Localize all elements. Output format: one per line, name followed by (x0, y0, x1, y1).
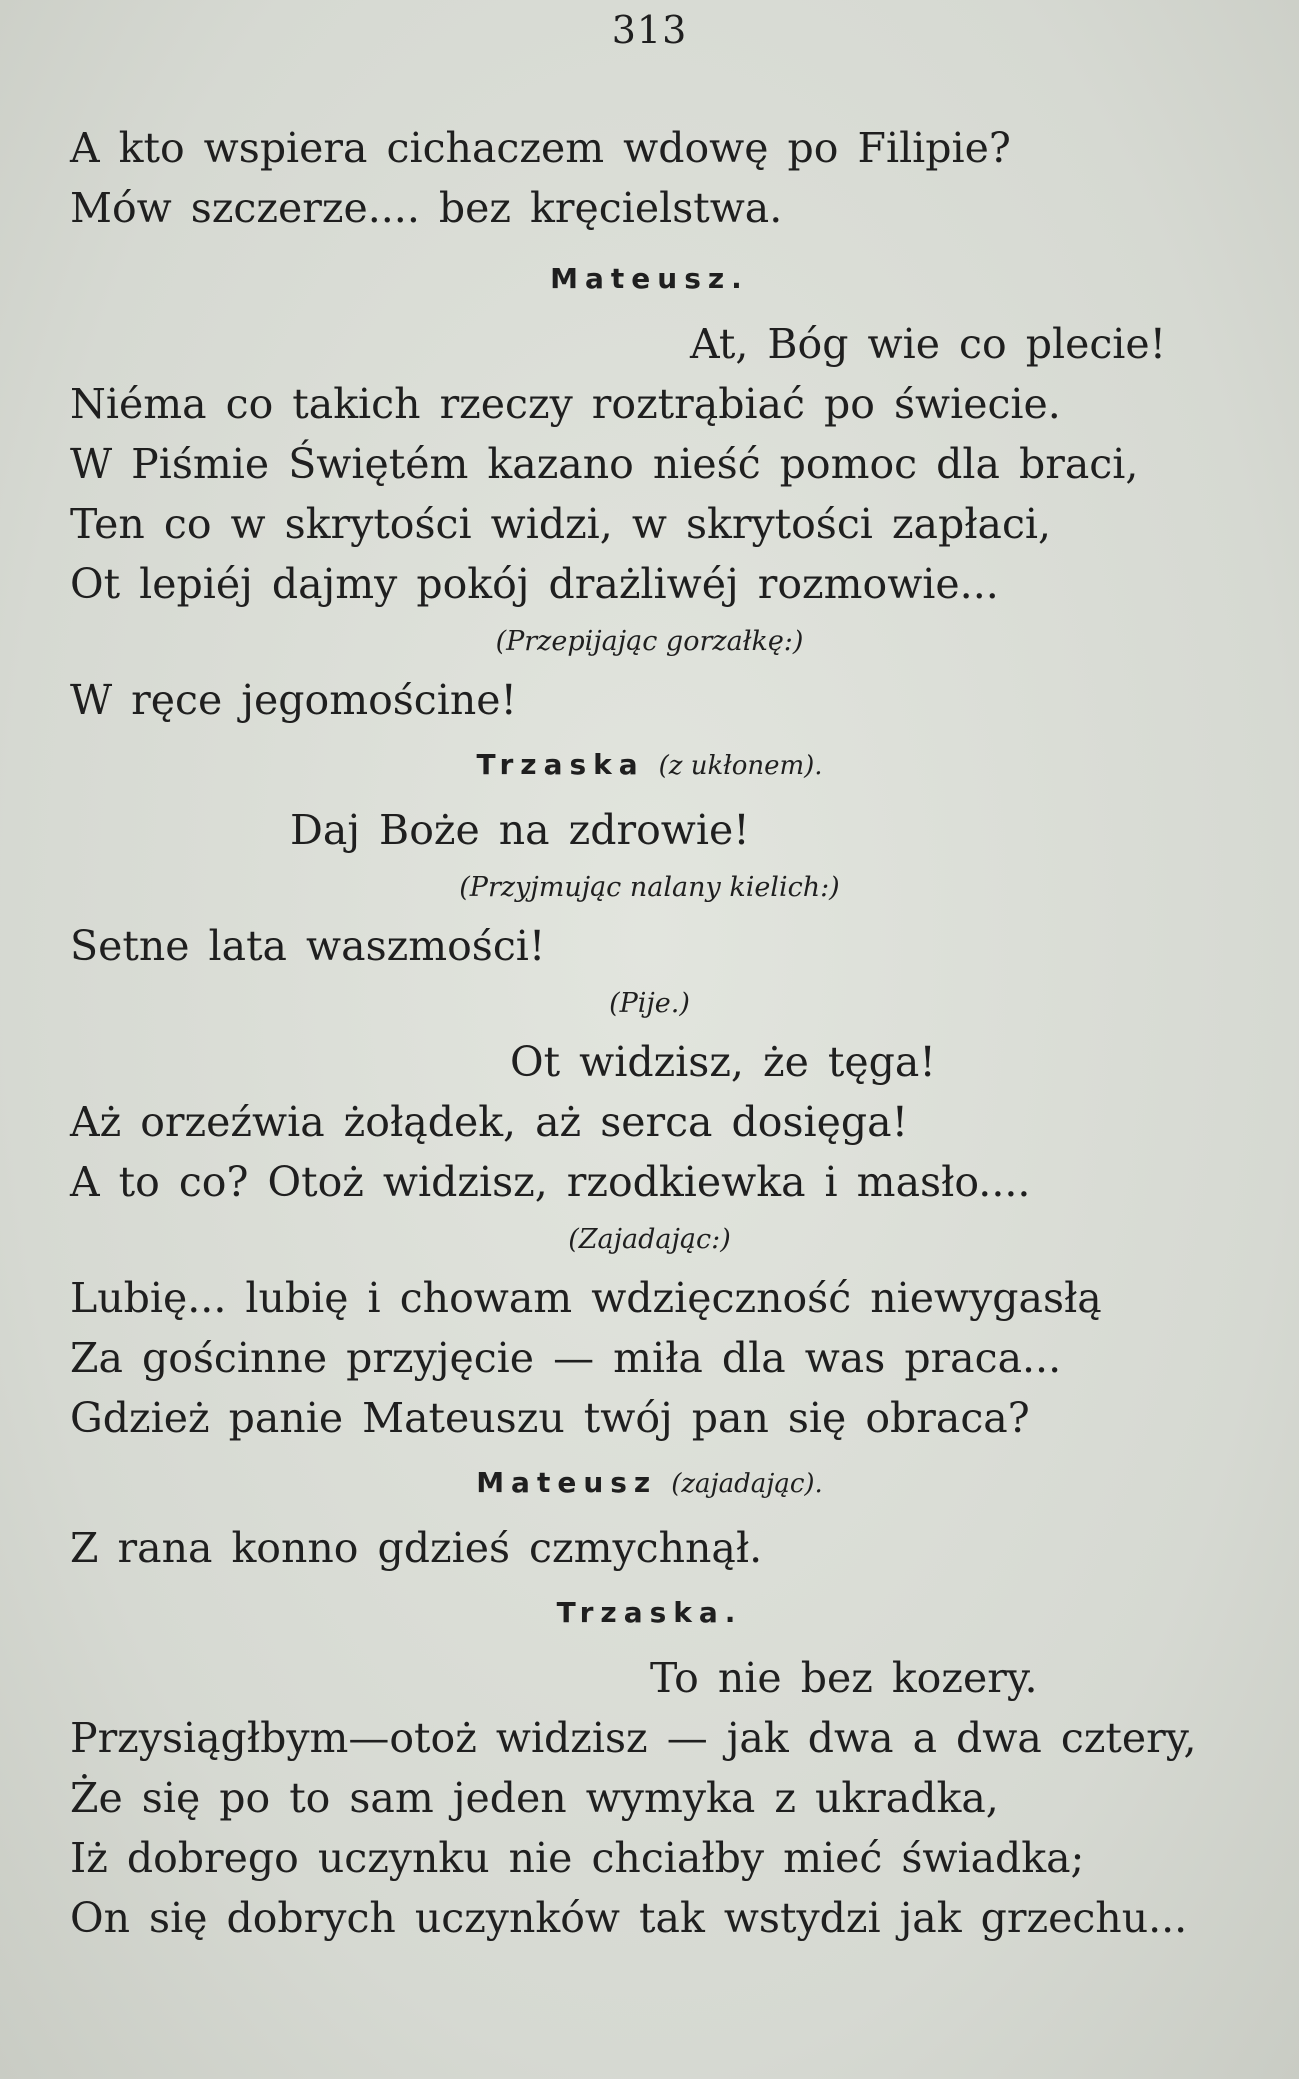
verse-line: W Piśmie Świętém kazano nieść pomoc dla braci, (70, 440, 1139, 488)
verse-line: Przysiągłbym—otoż widzisz — jak dwa a dwa cztery, (70, 1714, 1197, 1762)
speaker-label: Trzaska (476, 748, 645, 781)
verse-line: A kto wspiera cichaczem wdowę po Filipie? (70, 124, 1011, 172)
verse-line: Setne lata waszmości! (70, 922, 546, 970)
stage-direction: (Pije.) (609, 988, 690, 1019)
verse-line: To nie bez kozery. (650, 1654, 1038, 1702)
verse-line: W ręce jegomościne! (70, 676, 518, 724)
verse-line: On się dobrych uczynków tak wstydzi jak grzechu... (70, 1894, 1188, 1942)
speaker-label: Mateusz. (550, 262, 749, 295)
verse-line: Gdzież panie Mateuszu twój pan się obraca? (70, 1394, 1030, 1442)
verse-line: Ot lepiéj dajmy pokój drażliwéj rozmowie... (70, 560, 999, 608)
verse-line: Niéma co takich rzeczy roztrąbiać po świecie. (70, 380, 1061, 428)
stage-direction: (Przepijając gorzałkę:) (495, 626, 804, 657)
verse-line: Mów szczerze.... bez kręcielstwa. (70, 184, 783, 232)
verse-line: Daj Boże na zdrowie! (290, 806, 750, 854)
speaker-name (70, 1578, 1229, 1648)
speaker-name (70, 1448, 1229, 1518)
verse-line: A to co? Otoż widzisz, rzodkiewka i masło.... (70, 1158, 1031, 1206)
verse-line: Z rana konno gdzieś czmychnął. (70, 1524, 763, 1572)
verse-line: Aż orzeźwia żołądek, aż serca dosięga! (70, 1098, 909, 1146)
verse-line: At, Bóg wie co plecie! (690, 320, 1167, 368)
verse-line: Za gościnne przyjęcie — miła dla was praca... (70, 1334, 1062, 1382)
speaker-label: Trzaska. (556, 1596, 743, 1629)
page-number: 313 (611, 8, 688, 52)
verse-line: Że się po to sam jeden wymyka z ukradka, (70, 1774, 999, 1822)
stage-direction: (Zajadając:) (568, 1224, 731, 1255)
speaker-note: (z ukłonem). (658, 751, 823, 781)
stage-direction: (Przyjmując nalany kielich:) (459, 872, 840, 903)
speaker-label: Mateusz (476, 1466, 658, 1499)
speaker-name (70, 730, 1229, 800)
verse-line: Iż dobrego uczynku nie chciałby mieć świadka; (70, 1834, 1085, 1882)
verse-line: Ot widzisz, że tęga! (510, 1038, 936, 1086)
speaker-name (70, 244, 1229, 314)
verse-line: Ten co w skrytości widzi, w skrytości zapłaci, (70, 500, 1052, 548)
speaker-note: (zajadając). (671, 1469, 823, 1499)
verse-line: Lubię... lubię i chowam wdzięczność niewygasłą (70, 1274, 1102, 1322)
